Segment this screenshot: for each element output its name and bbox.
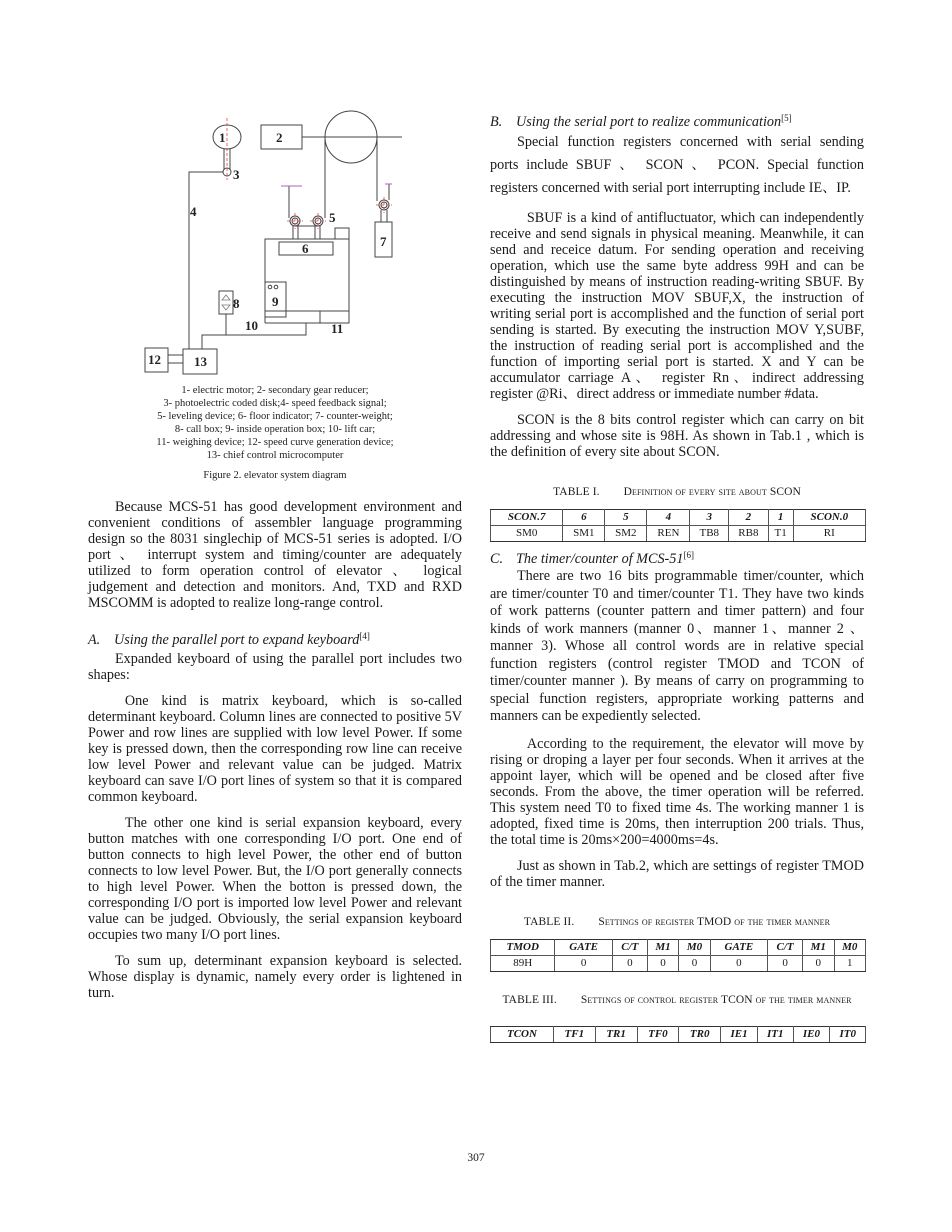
section-c-paragraph: Just as shown in Tab.2, which are settings of register TMOD of the timer manner. bbox=[490, 857, 864, 890]
section-c-title: The timer/counter of MCS-51 bbox=[516, 551, 684, 567]
svg-text:12: 12 bbox=[148, 352, 161, 367]
section-b-paragraph: SBUF is a kind of antifluctuator, which can independently receive and send signals in physical meaning. Meanwhile, it can send and receice datum. For sending operation and receiving operation, which use the same byte address 99H and can be distinguished by means of instruction reading-writing SBUF. By executing the instruction MOV SBUF,X, the instruction of writing serial port is accomplished and the function of serial port sending is started. By executing the instruction MOV Y,SUBF, the instruction of reading serial port is accomplished and the function of importing serial port is started. X and Y can be accumulator carriage A、 register Rn、indirect addressing register @Ri、direct address or immediate number #data. bbox=[490, 210, 864, 402]
legend-line: 1- electric motor; 2- secondary gear reducer; bbox=[181, 385, 369, 396]
section-c-paragraph: According to the requirement, the elevator will move by rising or droping a layer per four seconds. When it arrives at the appoint layer, which will be opened and be closed after five seconds. From the above, the timer operation will be referred. This system need T0 to fixed time 4s. The working manner 1 is adopted, fixed time is 20ms, then interruption 200 trials. Thus, the total time is 20ms×200=4000ms=4s. bbox=[490, 735, 864, 848]
table-2-tmod bbox=[490, 939, 866, 972]
legend-line: 3- photoelectric coded disk;4- speed feedback signal; bbox=[163, 398, 387, 409]
svg-text:6: 6 bbox=[302, 241, 309, 256]
table-row: 89H 0 0 0 0 0 0 0 1 bbox=[491, 955, 866, 971]
section-c-heading: C. The timer/counter of MCS-51[6] bbox=[490, 550, 694, 567]
svg-text:1: 1 bbox=[219, 130, 226, 145]
intro-paragraph: Because MCS-51 has good development environment and convenient conditions of assembler language programming design so the 8031 singlechip of MCS-51 series is adopted. I/O port 、 interrupt system and timing/counter are adequately utilized to form operation control of elevator 、 logical judgement and detection and monitors. And, TXD and RXD MSCOMM is adopted to realize long-range control. bbox=[88, 499, 462, 611]
table-header-row: SCON.7 6 5 4 3 2 1 SCON.0 bbox=[491, 510, 866, 526]
svg-text:2: 2 bbox=[276, 130, 283, 145]
legend-line: 11- weighing device; 12- speed curve generation device; bbox=[156, 437, 394, 448]
table-3-caption: TABLE III. Settings of control register TCON of the timer manner bbox=[502, 993, 852, 1006]
section-a-heading: A. Using the parallel port to expand keyboard[4] bbox=[88, 631, 370, 648]
section-a-ref: [4] bbox=[359, 631, 370, 641]
section-c-ref: [6] bbox=[683, 550, 694, 560]
legend-line: 8- call box; 9- inside operation box; 10- lift car; bbox=[174, 424, 376, 435]
svg-text:3: 3 bbox=[233, 167, 240, 182]
svg-text:13: 13 bbox=[194, 354, 207, 369]
left-column bbox=[88, 110, 462, 1001]
table-header-row: TMOD GATE C/T M1 M0 GATE C/T M1 M0 bbox=[491, 939, 866, 955]
section-b-paragraph: SCON is the 8 bits control register which can carry on bit addressing and whose site is 98H. As shown in Tab.1 , which is the definition of every site about SCON. bbox=[490, 412, 864, 460]
table-1-caption: TABLE I. Definition of every site about SCON bbox=[553, 486, 801, 498]
section-b-title: Using the serial port to realize communication bbox=[516, 114, 782, 130]
table-2-caption: TABLE II. Settings of register TMOD of the timer manner bbox=[523, 915, 831, 928]
section-c-paragraph: There are two 16 bits programmable timer/counter, which are timer/counter T0 and timer/counter T1. They have two kinds of work patterns (counter pattern and timer pattern) and four kinds of work manners (manner 0、manner 1、manner 2 、manner 3). Whose all control words are in relative special function registers (control register TMOD and TCON of timer/counter manner ). By means of carry on programming to special function registers, appropriate working patterns and manners can be expediently selected. bbox=[490, 568, 864, 724]
svg-text:11: 11 bbox=[331, 321, 344, 336]
section-a-paragraph: The other one kind is serial expansion keyboard, every button matches with one corresponding I/O port. One end of button connects to high level Power, the other end of button connects to low level Power. But, the I/O port generally connects to high level Power. When the botton is pressed down, the corresponding I/O port is imported low level Power and relevant value can be judged. Obviously, the serial expansion keyboard occupies two many I/O port lines. bbox=[88, 815, 462, 943]
section-a-paragraph: One kind is matrix keyboard, which is so-called determinant keyboard. Column lines are connected to positive 5V Power and row lines are supplied with low level Power. If some key is pressed down, then the corresponding row line can receive low level Power and relevant value can be judged. Matrix keyboard can save I/O port lines of system so that it is compared common keyboard. bbox=[88, 693, 462, 805]
legend-line: 13- chief control microcomputer bbox=[206, 450, 344, 461]
section-a-title: Using the parallel port to expand keyboard bbox=[114, 632, 360, 648]
page-number: 307 bbox=[467, 1152, 485, 1164]
section-b-ref: [5] bbox=[781, 113, 792, 123]
elevator-system-diagram bbox=[88, 110, 462, 380]
table-3-tcon bbox=[490, 1026, 866, 1043]
table-1-scon bbox=[490, 509, 866, 542]
section-b-heading: B. Using the serial port to realize communication[5] bbox=[490, 113, 792, 130]
section-a-paragraph: Expanded keyboard of using the parallel port includes two shapes: bbox=[88, 651, 462, 683]
svg-text:7: 7 bbox=[380, 234, 387, 249]
table-row: SM0 SM1 SM2 REN TB8 RB8 T1 RI bbox=[491, 526, 866, 542]
right-column bbox=[490, 113, 864, 1043]
diagram-svg bbox=[88, 110, 462, 380]
table-header-row: TCON TF1 TR1 TF0 TR0 IE1 IT1 IE0 IT0 bbox=[491, 1026, 866, 1042]
legend-line: 5- leveling device; 6- floor indicator; 7- counter-weight; bbox=[157, 411, 393, 422]
svg-text:9: 9 bbox=[272, 294, 279, 309]
figure-caption: Figure 2. elevator system diagram bbox=[203, 470, 347, 481]
section-b-paragraph: Special function registers concerned with serial sending ports include SBUF 、 SCON 、 PCON. Special function registers concerned with serial port interrupting include IE、IP. bbox=[490, 134, 864, 196]
svg-text:5: 5 bbox=[329, 210, 336, 225]
svg-text:8: 8 bbox=[233, 296, 240, 311]
section-a-paragraph: To sum up, determinant expansion keyboard is selected. Whose display is dynamic, namely every order is lightened in turn. bbox=[88, 953, 462, 1001]
svg-text:10: 10 bbox=[245, 318, 258, 333]
figure-legend bbox=[88, 384, 462, 462]
svg-text:4: 4 bbox=[190, 204, 197, 219]
